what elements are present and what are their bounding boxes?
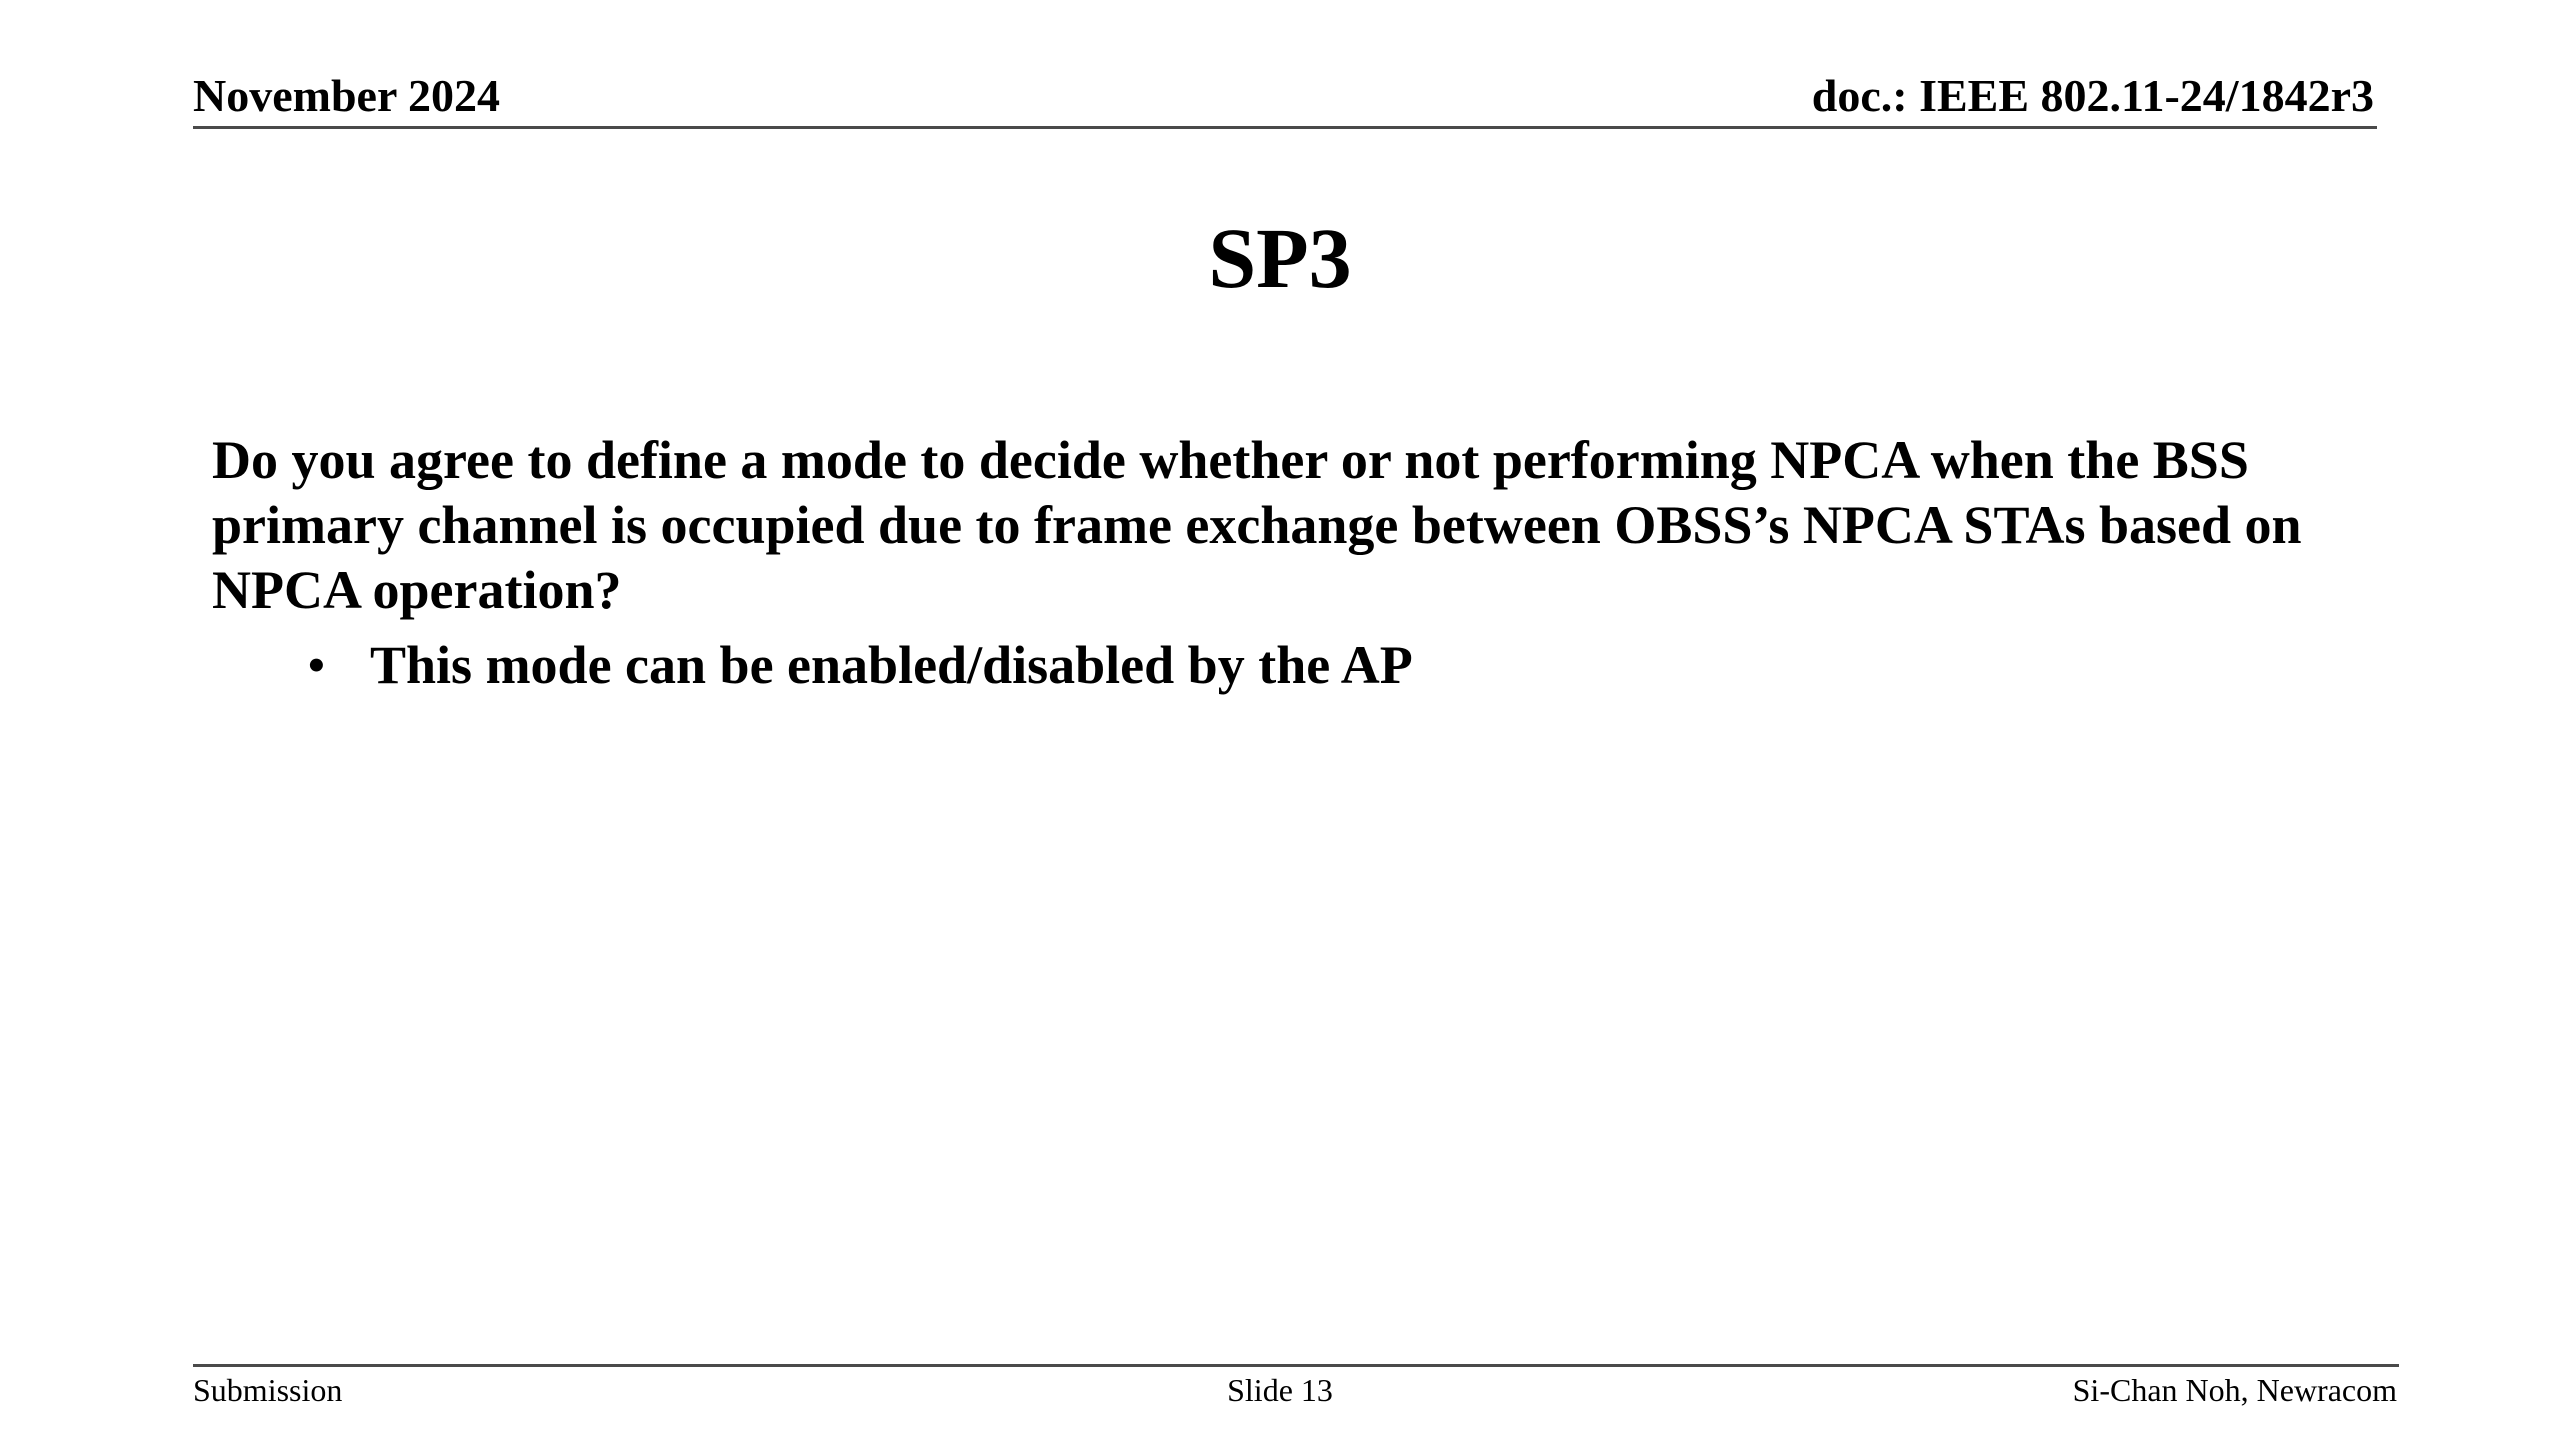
- header-date: November 2024: [193, 70, 501, 121]
- bullet-text: This mode can be enabled/disabled by the AP: [370, 635, 1413, 695]
- bullet-marker: •: [308, 639, 325, 692]
- slide-title: SP3: [1208, 210, 1352, 306]
- straw-poll-question: Do you agree to define a mode to decide whether or not performing NPCA when the BSS primary channel is occupied due to frame exchange between OBSS’s NPCA STAs based on NPCA operation?: [212, 430, 2302, 620]
- bullet-item: [212, 633, 2412, 698]
- header-divider: [193, 126, 2377, 129]
- footer-slide-number: Slide 13: [1227, 1372, 1333, 1408]
- footer-divider: [193, 1364, 2399, 1367]
- header-doc-id: doc.: IEEE 802.11-24/1842r3: [1811, 70, 2374, 121]
- footer-submission: Submission: [193, 1372, 343, 1408]
- footer-author: Si-Chan Noh, Newracom: [2072, 1372, 2397, 1408]
- slide-body: [212, 428, 2412, 698]
